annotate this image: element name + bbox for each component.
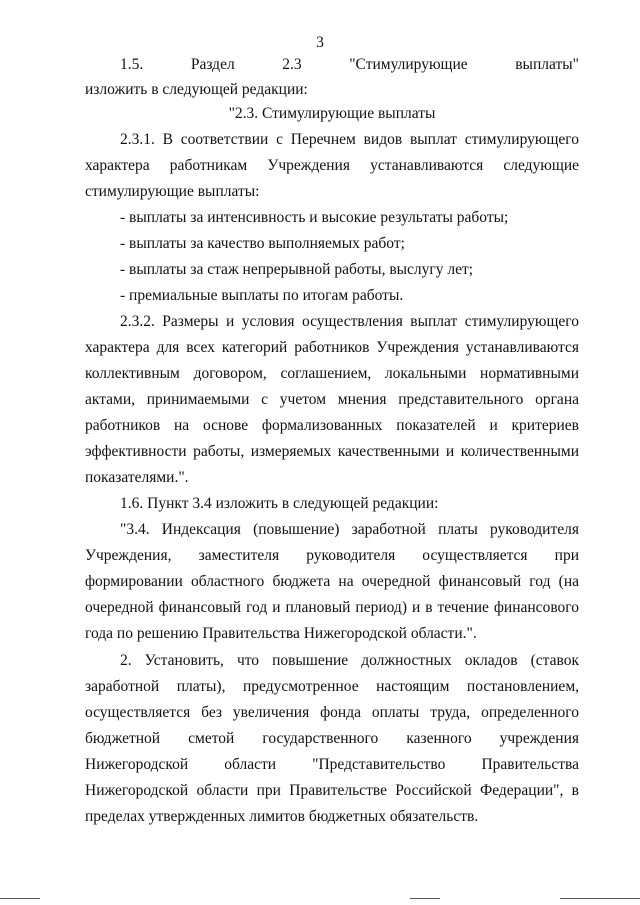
- text-line: коллективным договором, соглашением, локальными нормативными: [85, 365, 579, 382]
- text-line: Нижегородской области "Представительство Правительства: [85, 756, 579, 773]
- list-item: - выплаты за качество выполняемых работ;: [120, 235, 405, 252]
- text-line: Нижегородской области при Правительстве Российской Федерации", в: [85, 782, 579, 799]
- list-item: - выплаты за стаж непрерывной работы, выслугу лет;: [120, 261, 474, 278]
- text-line: показателями.".: [85, 469, 189, 486]
- text-line: Учреждения, заместителя руководителя осуществляется при: [85, 547, 579, 564]
- text-line: заработной платы), предусмотренное настоящим постановлением,: [85, 678, 579, 695]
- text-line: стимулирующие выплаты:: [85, 183, 260, 200]
- text-line: работников на основе формализованных показателей и критериев: [85, 417, 579, 434]
- text-line: "3.4. Индексация (повышение) заработной платы руководителя: [120, 521, 579, 538]
- list-item: - премиальные выплаты по итогам работы.: [120, 287, 404, 304]
- text-line: 2.3.1. В соответствии с Перечнем видов выплат стимулирующего: [120, 131, 579, 148]
- text-line: 2.3.2. Размеры и условия осуществления выплат стимулирующего: [120, 313, 579, 330]
- text-line: пределах утвержденных лимитов бюджетных обязательств.: [85, 808, 479, 825]
- text-line: 2. Установить, что повышение должностных окладов (ставок: [120, 652, 579, 669]
- text-line: очередной финансовый год и плановый период) и в течение финансового: [85, 599, 579, 616]
- text-line: года по решению Правительства Нижегородской области.".: [85, 625, 477, 642]
- page-number: 3: [316, 34, 324, 51]
- list-item: - выплаты за интенсивность и высокие результаты работы;: [120, 209, 509, 226]
- text-line: бюджетной сметой государственного казенного учреждения: [85, 730, 579, 747]
- text-line: 1.6. Пункт 3.4 изложить в следующей редакции:: [120, 495, 439, 512]
- text-line: осуществляется без увеличения фонда оплаты труда, определенного: [85, 704, 579, 721]
- text-line: характера работникам Учреждения устанавливаются следующие: [85, 157, 579, 174]
- scan-artifact: [410, 898, 440, 899]
- text-line: эффективности работы, измеряемых качественными и количественными: [85, 443, 579, 460]
- text-line: 1.5. Раздел 2.3 "Стимулирующие выплаты": [120, 56, 579, 73]
- text-line: изложить в следующей редакции:: [85, 81, 308, 98]
- text-line: формировании областного бюджета на очередной финансовый год (на: [85, 573, 579, 590]
- section-heading: "2.3. Стимулирующие выплаты: [228, 105, 436, 122]
- text-line: актами, принимаемыми с учетом мнения представительного органа: [85, 391, 579, 408]
- scan-artifact: [0, 898, 40, 899]
- scan-artifact: [560, 898, 640, 899]
- text-line: характера для всех категорий работников Учреждения устанавливаются: [85, 339, 579, 356]
